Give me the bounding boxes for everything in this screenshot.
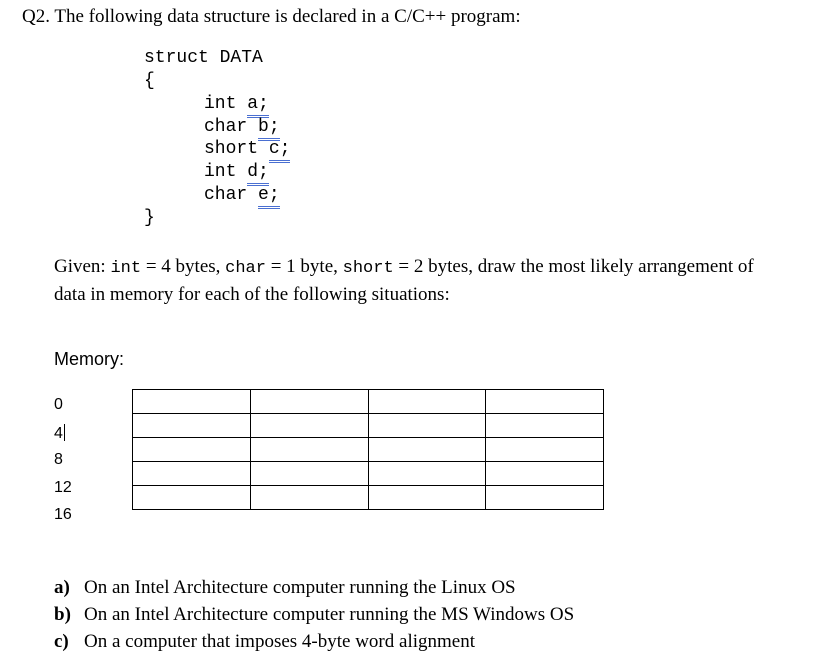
field-name: e; [258,185,280,205]
memory-cell[interactable] [250,390,368,414]
field-name: c; [268,139,291,159]
memory-cell[interactable] [368,462,486,486]
memory-cell[interactable] [368,390,486,414]
memory-offset-0: 0 [54,396,63,413]
memory-row [133,462,604,486]
given-paragraph [54,254,814,308]
memory-grid-table [132,389,604,510]
memory-cell[interactable] [133,414,251,438]
memory-offset-16: 16 [54,506,72,523]
memory-cell[interactable] [486,414,604,438]
struct-field-d [204,163,269,181]
situation-letter: a) [54,577,70,598]
struct-open-brace: { [144,71,155,91]
memory-cell[interactable] [250,414,368,438]
memory-row [133,390,604,414]
field-name: b; [258,117,280,137]
memory-row [133,414,604,438]
memory-cell[interactable] [368,486,486,510]
field-type: char [204,185,248,205]
field-type: char [204,117,248,137]
struct-field-c [204,140,290,158]
situation-text: On an Intel Architecture computer running the Linux OS [84,577,516,598]
question-title: Q2. The following data structure is declared in a C/C++ program: [22,6,521,27]
memory-row [133,486,604,510]
struct-header: struct DATA [144,48,263,68]
situation-text: On a computer that imposes 4-byte word alignment [84,631,475,652]
field-name: d; [247,162,269,182]
situation-item-a [54,578,574,605]
field-type: int [204,94,237,114]
memory-offset-4-text: 4 [54,425,63,442]
memory-row [133,438,604,462]
memory-cell[interactable] [133,462,251,486]
situation-letter: c) [54,631,69,652]
memory-cell[interactable] [250,486,368,510]
situation-item-b [54,605,574,632]
situations-list [54,578,574,659]
memory-cell[interactable] [133,390,251,414]
memory-cell[interactable] [250,462,368,486]
text-cursor [64,424,65,441]
memory-offset-12: 12 [54,479,72,496]
situation-text: On an Intel Architecture computer running the MS Windows OS [84,604,575,625]
field-type: short [204,139,259,159]
memory-cell[interactable] [368,414,486,438]
given-char-keyword: char [225,259,266,278]
field-name: a; [247,94,269,114]
memory-cell[interactable] [133,486,251,510]
given-int-keyword: int [110,259,142,278]
struct-field-a [204,95,269,113]
given-line-two: data in memory for each of the following situations: [54,284,450,305]
memory-offset-8: 8 [54,451,63,468]
memory-cell[interactable] [368,438,486,462]
given-short-keyword: short [342,259,394,278]
given-short-size: = 2 bytes, draw the most likely arrangement of [393,256,754,277]
memory-cell[interactable] [250,438,368,462]
memory-cell[interactable] [486,438,604,462]
memory-cell[interactable] [486,390,604,414]
given-prefix: Given: [54,256,111,277]
struct-code-block [144,49,364,229]
memory-cell[interactable] [486,462,604,486]
situation-letter: b) [54,604,71,625]
memory-label: Memory: [54,349,125,369]
struct-close-brace: } [144,208,155,228]
field-type: int [204,162,237,182]
memory-cell[interactable] [486,486,604,510]
struct-field-b [204,118,280,136]
given-char-size: = 1 byte, [265,256,343,277]
struct-field-e [204,186,280,204]
memory-offset-4 [54,424,65,443]
memory-cell[interactable] [133,438,251,462]
given-int-size: = 4 bytes, [141,256,226,277]
